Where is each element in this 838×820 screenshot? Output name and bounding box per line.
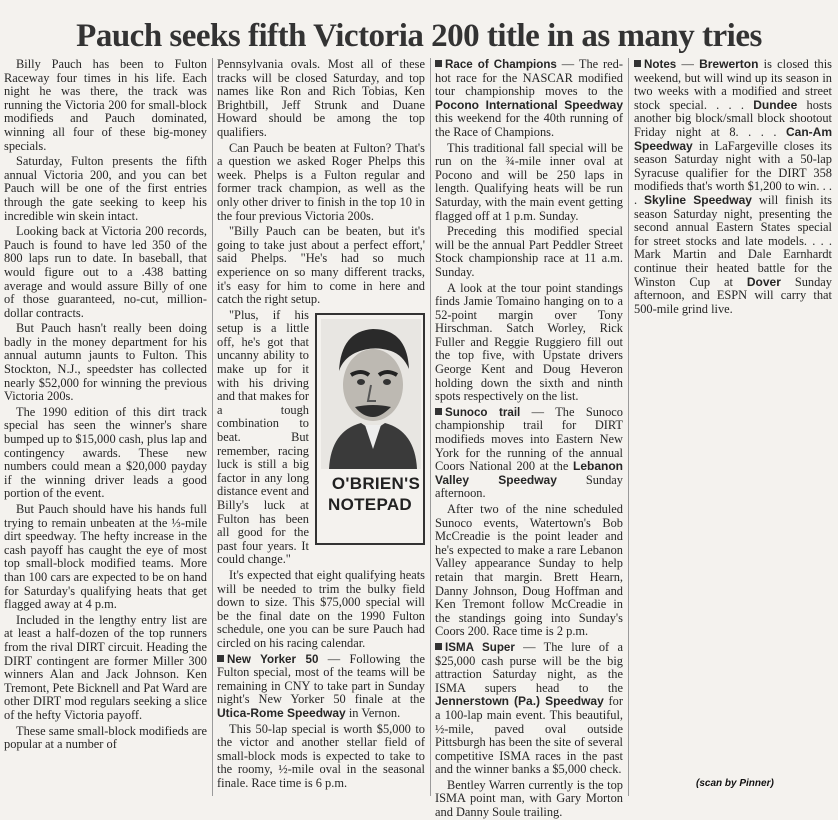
paragraph: Can Pauch be beaten at Fulton? That's a question we asked Roger Phelps this week. Phelps is a Fulton regular and former track champion, as well as the only other driver to finish in the top 10 in the four previous Victoria 200s. (217, 140, 425, 223)
paragraph: Bentley Warren currently is the top ISMA point man, with Gary Morton and Danny Soule trailing. (435, 777, 623, 820)
section-bullet-icon (634, 60, 641, 67)
paragraph: These same small-block modifieds are popular at a number of (4, 723, 207, 752)
paragraph: This 50-lap special is worth $5,000 to the victor and another stellar field of small-block mods is expected to take to the roomy, ½-mile oval in the seasonal finale. Race time is 6 p.m. (217, 721, 425, 790)
paragraph: Sunoco trail — The Sunoco championship trail for DIRT modifieds moves into Eastern New York for the running of the annual Coors National 200 at the Lebanon Valley Speedway Sunday afternoon. (435, 404, 623, 501)
paragraph: This traditional fall special will be run on the ¾-mile inner oval at Pocono and will be 250 laps in length. Qualifying heats will be run Saturday, with the main event getting flagged off at 1 p.m. Sunday. (435, 140, 623, 223)
paragraph: Preceding this modified special will be the annual Part Peddler Street Stock championship race at 11 a.m. Sunday. (435, 224, 623, 279)
paragraph: Billy Pauch has been to Fulton Raceway four times in his life. Each night he was there, the track was running the Victoria 200 for small-block modifieds and Pauch dominated, winning all four of these big-money specials. (4, 57, 207, 153)
paragraph: Notes — Brewerton is closed this weekend, but will wind up its season in two weeks with a modified and street stock special. . . . Dundee hosts another big block/small block shootout Friday night at 8. . . . Can-Am Speedway in LaFargeville closes its season Saturday night with a 50-lap Syracuse qualifier for the DIRT 358 modifieds that's worth $1,200 to win. . . . Skyline Speedway will finish its season Saturday night, presenting the second annual Eastern States special for street stocks and late models. . . . Mark Martin and Dale Earnhardt continue their heated battle for the Winston Cup at Dover Sunday afternoon, and ESPN will carry that 500-mile grind live. (634, 57, 833, 316)
article-column-2 (217, 58, 425, 794)
column-rule (628, 58, 629, 796)
scan-credit: (scan by Pinner) (696, 778, 774, 789)
article-column-1 (4, 58, 207, 794)
column-rule (430, 58, 431, 796)
article-column-4 (634, 58, 832, 358)
paragraph: Included in the lengthy entry list are at least a half-dozen of the top runners from the rival DIRT circuit. Heading the DIRT contingent are former Miller 300 winners Alan and Jack Johnson. Ken Tremont, Pete Bicknell and Pat Ward are other DIRT mod regulars seeking a slice of the hefty Victoria payoff. (4, 612, 207, 722)
section-bullet-icon (435, 643, 442, 650)
paragraph: New Yorker 50 — Following the Fulton special, most of the teams will be remaining in CNY to take part in Sunday night's New Yorker 50 finale at the Utica-Rome Speedway in Vernon. (217, 651, 425, 720)
paragraph: Looking back at Victoria 200 records, Pauch is found to have led 350 of the 800 laps run to date. In baseball, that would figure out to a .438 batting average and would assure Billy of one of those guaranteed, no-cut, million-dollar contracts. (4, 224, 207, 320)
paragraph: But Pauch hasn't really been doing badly in the money department for his annual autumn jaunts to Fulton. This Stockton, N.J., speedster has collected nearly $52,000 for winning the previous Victoria 200s. (4, 321, 207, 404)
paragraph: Race of Champions — The red-hot race for the NASCAR modified tour championship moves to the Pocono International Speedway this weekend for the 40th running of the Race of Champions. (435, 57, 624, 139)
section-bullet-icon (435, 60, 442, 67)
column-logo-box (315, 313, 425, 545)
paragraph: "Billy Pauch can be beaten, but it's going to take just about a perfect effort,' said Phelps. "He's had so much experience on so many different tracks, it's easy for him to come in here and catch the right setup. (217, 224, 425, 307)
section-bullet-icon (435, 408, 442, 415)
paragraph: Pennsylvania ovals. Most all of these tracks will be closed Saturday, and top names like Ron and Rich Tobias, Ken Brightbill, Jeff Strunk and Duane Howard should be among the top qualifiers. (217, 57, 425, 139)
paragraph: O'BRIEN'S NOTEPAD "Plus, if his setup is a little off, he's got that uncanny ability to make up for it with his driving and that makes for a tough combination to beat. But remember, racing luck is still a big factor in any long distance event and Billy's luck at Fulton has been all good for the past four years. It could change." (217, 309, 425, 567)
column-rule (212, 58, 213, 796)
headline: Pauch seeks fifth Victoria 200 title in as many tries (76, 18, 762, 54)
article-column-3 (435, 57, 624, 820)
paragraph: The 1990 edition of this dirt track special has seen the winner's share bumped up to $15,000 cash, plus lap and contingency awards. These new numbers could mean a $20,000 payday if the winning driver leads a good portion of the event. (4, 404, 207, 501)
section-bullet-icon (217, 655, 224, 662)
column-logo-text: O'BRIEN'S NOTEPAD (328, 473, 421, 514)
paragraph: It's expected that eight qualifying heats will be needed to trim the bulky field down to size. This $75,000 special will be the final date on the 1990 Fulton schedule, one you can be sure Pauch had circled on his racing calendar. (217, 567, 425, 650)
paragraph: Saturday, Fulton presents the fifth annual Victoria 200, and you can bet Pauch will be one of the first entries through the gate seeking to keep his incredible win skein intact. (4, 154, 207, 223)
paragraph: ISMA Super — The lure of a $25,000 cash purse will be the big attraction Saturday night, as the ISMA supers head to the Jennerstown (Pa.) Speedway for a 100-lap main event. This beautiful, ½-mile, paved oval outside Pittsburgh has been the site of several competitive ISMA races in the past and the winner banks a $5,000 check. (435, 639, 623, 777)
paragraph: A look at the tour point standings finds Jamie Tomaino hanging on to a 52-point margin over Tony Hirschman. Satch Worley, Rick Fuller and Reggie Ruggiero fill out the top five, with Upstate drivers George Kent and Doug Heveron holding down the sixth and ninth spots respectively on the list. (435, 280, 623, 404)
paragraph: But Pauch should have his hands full trying to remain unbeaten at the ⅓-mile dirt speedway. The hefty increase in the cash payoff has caught the eye of most top small-block modified teams. More than 100 cars are expected to be on hand for Saturday's qualifying heats that get flagged away at 4 p.m. (4, 502, 207, 612)
paragraph: After two of the nine scheduled Sunoco events, Watertown's Bob McCreadie is the point leader and he's expected to make a rare Lebanon Valley appearance Sunday to help retain that margin. Brett Hearn, Danny Johnson, Doug Hoffman and Ken Tremont follow McCreadie in the standings going into Sunday's Coors 200. Race time is 2 p.m. (435, 502, 623, 639)
columnist-portrait-icon (321, 319, 421, 469)
